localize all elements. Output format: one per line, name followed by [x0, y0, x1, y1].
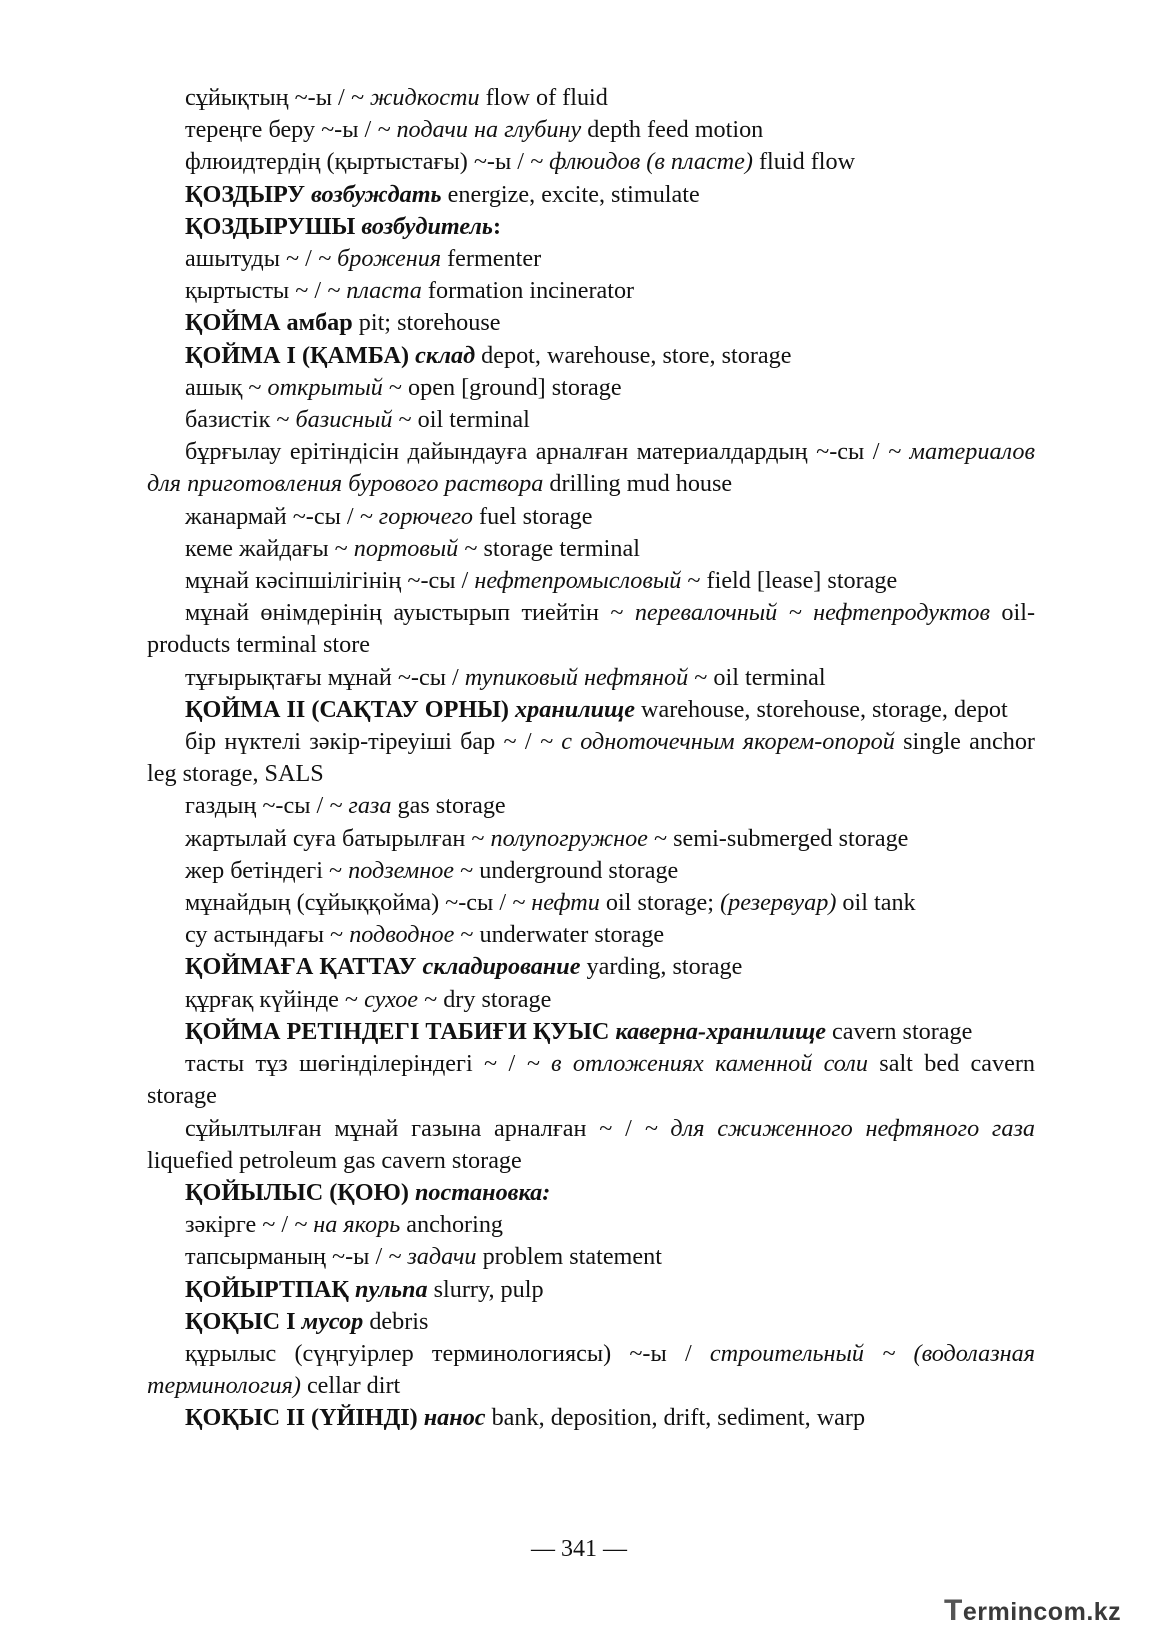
dictionary-entry	[147, 436, 1035, 500]
russian-term: (резервуар)	[720, 889, 837, 917]
headword: ҚОЙМАҒА ҚАТТАУ	[185, 953, 423, 981]
term-text: бұрғылау ерітіндісін дайындауға арналған материалдардың ~-сы /	[185, 438, 888, 466]
term-text: pit; storehouse	[352, 309, 501, 337]
dictionary-entry	[147, 1241, 1035, 1273]
term-text: сұйылтылған мұнай газына арналған ~ /	[185, 1114, 645, 1142]
russian-term: ~ подачи на глубину	[377, 116, 582, 144]
russian-term: ~ материалов для приготовления бурового раствора	[147, 438, 1035, 498]
dictionary-entry	[147, 1048, 1035, 1112]
russian-term: перевалочный ~ нефтепродуктов	[634, 599, 991, 627]
headword: ҚОЗДЫРУ	[185, 180, 312, 208]
term-text: fluid flow	[752, 148, 856, 176]
dictionary-entry	[147, 855, 1035, 887]
term-text: бір нүктелі зәкір-тіреуіші бар ~ /	[185, 728, 540, 756]
russian-term: открытый	[267, 373, 383, 401]
term-text: ~ field [lease] storage	[681, 567, 898, 595]
term-text: gas storage	[391, 792, 506, 820]
headword: ҚОЙМА амбар	[185, 309, 353, 337]
term-text: salt bed cavern storage	[147, 1050, 1035, 1110]
dictionary-entry	[147, 1209, 1035, 1241]
russian-term: портовый	[353, 534, 459, 562]
term-text: газдың ~-сы /	[185, 792, 330, 820]
term-text: yarding, storage	[580, 953, 743, 981]
termincom-watermark-logo	[944, 1594, 1144, 1630]
russian-term: ~ для сжиженного нефтяного газа	[644, 1114, 1035, 1142]
russian-term: ~ горючего	[359, 502, 473, 530]
headword: ҚОЗДЫРУШЫ	[185, 212, 362, 240]
russian-headword: мусор	[301, 1307, 364, 1335]
dictionary-entry	[147, 114, 1035, 146]
dictionary-entry	[147, 179, 1035, 211]
russian-term: ~ нефти	[512, 889, 600, 917]
dictionary-entry	[147, 404, 1035, 436]
russian-headword: склад	[415, 341, 476, 369]
russian-term: ~ с одноточечным якорем-опорой	[539, 728, 895, 756]
russian-headword: возбуждать	[311, 180, 442, 208]
dictionary-entry	[147, 726, 1035, 790]
russian-term: ~ флюидов (в пласте)	[530, 148, 753, 176]
term-text: ~ oil terminal	[392, 406, 530, 434]
dictionary-entry	[147, 372, 1035, 404]
term-text: debris	[363, 1307, 429, 1335]
dictionary-entry	[147, 565, 1035, 597]
dictionary-entry	[147, 790, 1035, 822]
russian-headword: каверна-хранилище	[615, 1017, 826, 1045]
page-number: — 341 —	[531, 1536, 627, 1562]
term-text: құрылыс (сүңгуірлер терминологиясы) ~-ы /	[185, 1339, 710, 1367]
russian-term: ~ жидкости	[350, 84, 480, 111]
dictionary-entry	[147, 1016, 1035, 1048]
russian-term: тупиковый нефтяной	[464, 663, 689, 691]
term-text: depot, warehouse, store, storage	[475, 341, 792, 369]
logo-letter-t: T	[944, 1594, 963, 1627]
russian-term: ~ задачи	[388, 1243, 477, 1271]
term-text: ~ semi-submerged storage	[647, 824, 909, 852]
term-text: fermenter	[441, 245, 542, 273]
russian-headword: нанос	[423, 1404, 486, 1432]
russian-term: строительный ~ (водолазная терминология)	[147, 1339, 1035, 1400]
term-text: ~ oil terminal	[688, 663, 826, 691]
dictionary-entry	[147, 146, 1035, 178]
term-text: мұнай өнімдерінің ауыстырып тиейтін ~	[185, 599, 635, 627]
term-text: құрғақ күйінде ~	[185, 985, 365, 1013]
headword: ҚОҚЫС II (ҮЙІНДІ)	[185, 1404, 424, 1432]
term-text: сұйықтың ~-ы /	[185, 84, 351, 111]
term-text: single anchor leg storage, SALS	[147, 728, 1035, 788]
headword: ҚОЙЫЛЫС (ҚОЮ)	[185, 1178, 415, 1206]
term-text: fuel storage	[472, 502, 593, 530]
term-text: жартылай суға батырылған ~	[185, 824, 491, 852]
term-text: liquefied petroleum gas cavern storage	[147, 1146, 522, 1174]
term-text: тасты тұз шөгінділеріндегі ~ /	[185, 1050, 527, 1078]
dictionary-entries	[147, 82, 1035, 1435]
dictionary-entry	[147, 1338, 1035, 1402]
term-text: жанармай ~-сы /	[185, 502, 360, 530]
term-text: мұнай кәсіпшілігінің ~-сы /	[185, 567, 475, 595]
headword: :	[493, 212, 502, 240]
dictionary-entry	[147, 1274, 1035, 1306]
russian-term: подземное	[348, 856, 455, 884]
term-text: energize, excite, stimulate	[441, 180, 700, 208]
dictionary-entry	[147, 1177, 1035, 1209]
dictionary-entry	[147, 919, 1035, 951]
term-text: problem statement	[476, 1243, 662, 1271]
russian-term: полупогружное	[490, 824, 648, 852]
headword: ҚОЙМА II (САҚТАУ ОРНЫ)	[185, 695, 516, 723]
dictionary-entry	[147, 1306, 1035, 1338]
logo-suffix: .kz	[1086, 1598, 1122, 1626]
term-text: тапсырманың ~-ы /	[185, 1243, 389, 1271]
term-text: slurry, pulp	[427, 1275, 544, 1303]
term-text: жер бетіндегі ~	[185, 856, 349, 884]
headword: ҚОҚЫС I	[185, 1307, 302, 1335]
dictionary-entry	[147, 211, 1035, 243]
dictionary-entry	[147, 340, 1035, 372]
term-text: warehouse, storehouse, storage, depot	[634, 695, 1008, 723]
russian-term: ~ газа	[329, 792, 392, 820]
dictionary-entry	[147, 533, 1035, 565]
headword: ҚОЙМА РЕТІНДЕГІ ТАБИҒИ ҚУЫС	[185, 1017, 616, 1045]
term-text: ~ underground storage	[454, 856, 679, 884]
dictionary-entry	[147, 597, 1035, 661]
russian-term: ~ на якорь	[294, 1211, 401, 1239]
term-text: ашытуды ~ /	[185, 245, 318, 273]
headword: ҚОЙМА I (ҚАМБА)	[185, 341, 416, 369]
term-text: cellar dirt	[300, 1372, 401, 1400]
dictionary-entry	[147, 1113, 1035, 1177]
dictionary-entry	[147, 307, 1035, 339]
russian-headword: хранилище	[515, 695, 635, 723]
dictionary-entry	[147, 1402, 1035, 1434]
dictionary-entry	[147, 82, 1035, 114]
term-text: bank, deposition, drift, sediment, warp	[485, 1404, 866, 1432]
logo-text: ermincom	[962, 1598, 1087, 1626]
term-text: мұнайдың (сұйыққойма) ~-сы /	[185, 889, 513, 917]
term-text: drilling mud house	[543, 470, 733, 498]
russian-headword: складирование	[422, 953, 581, 981]
term-text: anchoring	[400, 1211, 504, 1239]
russian-term: подводное	[349, 921, 455, 949]
headword: ҚОЙЫРТПАҚ	[185, 1275, 355, 1303]
term-text: oil storage;	[599, 889, 721, 917]
term-text: кеме жайдағы ~	[185, 534, 354, 562]
term-text: су астындағы ~	[185, 921, 350, 949]
term-text: флюидтердің (қыртыстағы) ~-ы /	[185, 148, 531, 176]
term-text: қыртысты ~ /	[185, 277, 328, 305]
russian-headword: возбудитель	[361, 212, 493, 240]
term-text: ~ storage terminal	[458, 534, 640, 562]
term-text: тұғырықтағы мұнай ~-сы /	[185, 663, 465, 691]
term-text: тереңге беру ~-ы /	[185, 116, 378, 144]
term-text: cavern storage	[825, 1017, 973, 1045]
russian-term: ~ в отложениях каменной соли	[526, 1050, 868, 1078]
russian-headword: пульпа	[355, 1275, 428, 1303]
term-text: зәкірге ~ /	[185, 1211, 295, 1239]
dictionary-entry	[147, 823, 1035, 855]
russian-term: нефтепромысловый	[474, 567, 682, 595]
term-text: oil tank	[836, 889, 916, 917]
term-text: formation incinerator	[421, 277, 635, 305]
dictionary-entry	[147, 984, 1035, 1016]
term-text: depth feed motion	[581, 116, 764, 144]
term-text: ~ dry storage	[418, 985, 552, 1013]
dictionary-entry	[147, 662, 1035, 694]
dictionary-entry	[147, 887, 1035, 919]
russian-term: ~ брожения	[317, 245, 442, 273]
russian-term: ~ пласта	[327, 277, 422, 305]
term-text: ~ underwater storage	[454, 921, 665, 949]
russian-term: базисный	[295, 406, 393, 434]
term-text: базистік ~	[185, 406, 296, 434]
dictionary-entry	[147, 501, 1035, 533]
dictionary-entry	[147, 243, 1035, 275]
russian-headword: постановка:	[414, 1178, 551, 1206]
dictionary-entry	[147, 951, 1035, 983]
dictionary-entry	[147, 694, 1035, 726]
dictionary-entry	[147, 275, 1035, 307]
term-text: ашық ~	[185, 373, 268, 401]
term-text: flow of fluid	[479, 84, 608, 111]
term-text: ~ open [ground] storage	[382, 373, 622, 401]
russian-term: сухое	[364, 985, 419, 1013]
term-text: oil-products terminal store	[147, 599, 1036, 659]
